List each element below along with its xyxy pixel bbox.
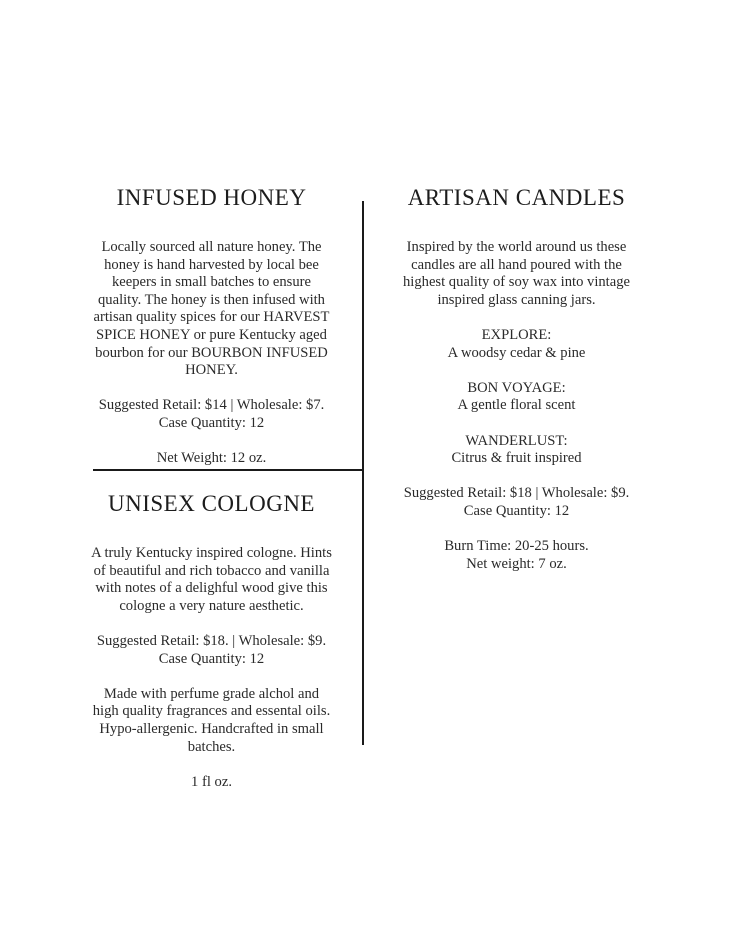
horizontal-divider	[93, 469, 363, 471]
scent-desc: Citrus & fruit inspired	[451, 450, 582, 467]
scent-explore	[365, 327, 668, 362]
infused-honey-section	[60, 184, 363, 468]
honey-title: INFUSED HONEY	[116, 185, 307, 210]
scent-name: EXPLORE:	[481, 326, 552, 343]
cologne-detail-line: Made with perfume grade alchol and	[103, 685, 320, 702]
honey-desc-line: quality. The honey is then infused with	[98, 291, 325, 308]
cologne-details	[60, 686, 363, 756]
honey-desc-line: HONEY.	[185, 362, 238, 379]
cologne-pricing: Suggested Retail: $18. | Wholesale: $9.	[96, 632, 327, 649]
cologne-case-quantity: Case Quantity: 12	[158, 650, 265, 667]
cologne-detail-line: batches.	[187, 738, 236, 755]
honey-desc-line: artisan quality spices for our HARVEST	[93, 309, 330, 326]
scent-wanderlust	[365, 433, 668, 468]
candles-net-weight: Net weight: 7 oz.	[466, 555, 567, 572]
honey-case-quantity: Case Quantity: 12	[158, 414, 265, 431]
candles-title: ARTISAN CANDLES	[407, 185, 626, 210]
candles-desc-line: highest quality of soy wax into vintage	[403, 274, 630, 291]
cologne-desc-line: with notes of a delighful wood give this	[95, 580, 328, 597]
cologne-title: UNISEX COLOGNE	[108, 491, 315, 516]
scent-desc: A woodsy cedar & pine	[447, 344, 586, 361]
honey-weight-block	[60, 450, 363, 468]
honey-desc-line: keepers in small batches to ensure	[112, 274, 311, 291]
honey-pricing-block	[60, 397, 363, 432]
honey-description	[60, 239, 363, 380]
honey-desc-line: SPICE HONEY or pure Kentucky aged	[96, 326, 327, 343]
candles-case-quantity: Case Quantity: 12	[463, 502, 570, 519]
candles-burn-time: Burn Time: 20-25 hours.	[444, 538, 589, 555]
candles-desc-line: Inspired by the world around us these	[406, 239, 627, 255]
cologne-size: 1 fl oz.	[191, 773, 232, 790]
cologne-desc-line: of beautiful and rich tobacco and vanilla	[93, 562, 330, 579]
cologne-detail-line: high quality fragrances and essental oils.	[92, 703, 331, 720]
cologne-pricing-block	[60, 633, 363, 668]
honey-net-weight: Net Weight: 12 oz.	[156, 450, 267, 467]
candles-pricing: Suggested Retail: $18 | Wholesale: $9.	[403, 485, 630, 502]
honey-pricing: Suggested Retail: $14 | Wholesale: $7.	[98, 397, 325, 414]
artisan-candles-section	[365, 184, 668, 573]
candles-pricing-block	[365, 485, 668, 520]
honey-desc-line: Locally sourced all nature honey. The	[101, 239, 322, 255]
scent-name: WANDERLUST:	[465, 432, 568, 449]
cologne-description	[60, 545, 363, 615]
scent-name: BON VOYAGE:	[467, 379, 566, 396]
scent-desc: A gentle floral scent	[457, 397, 576, 414]
cologne-size-block	[60, 774, 363, 792]
honey-desc-line: bourbon for our BOURBON INFUSED	[95, 344, 328, 361]
unisex-cologne-section	[60, 490, 363, 791]
scent-bon-voyage	[365, 380, 668, 415]
candles-description	[365, 239, 668, 309]
cologne-desc-line: A truly Kentucky inspired cologne. Hints	[91, 545, 332, 561]
cologne-desc-line: cologne a very nature aesthetic.	[119, 597, 304, 614]
candles-desc-line: inspired glass canning jars.	[437, 291, 596, 308]
candles-desc-line: candles are all hand poured with the	[411, 256, 622, 273]
cologne-detail-line: Hypo-allergenic. Handcrafted in small	[99, 720, 324, 737]
honey-desc-line: honey is hand harvested by local bee	[104, 256, 319, 273]
candles-burn-block	[365, 538, 668, 573]
